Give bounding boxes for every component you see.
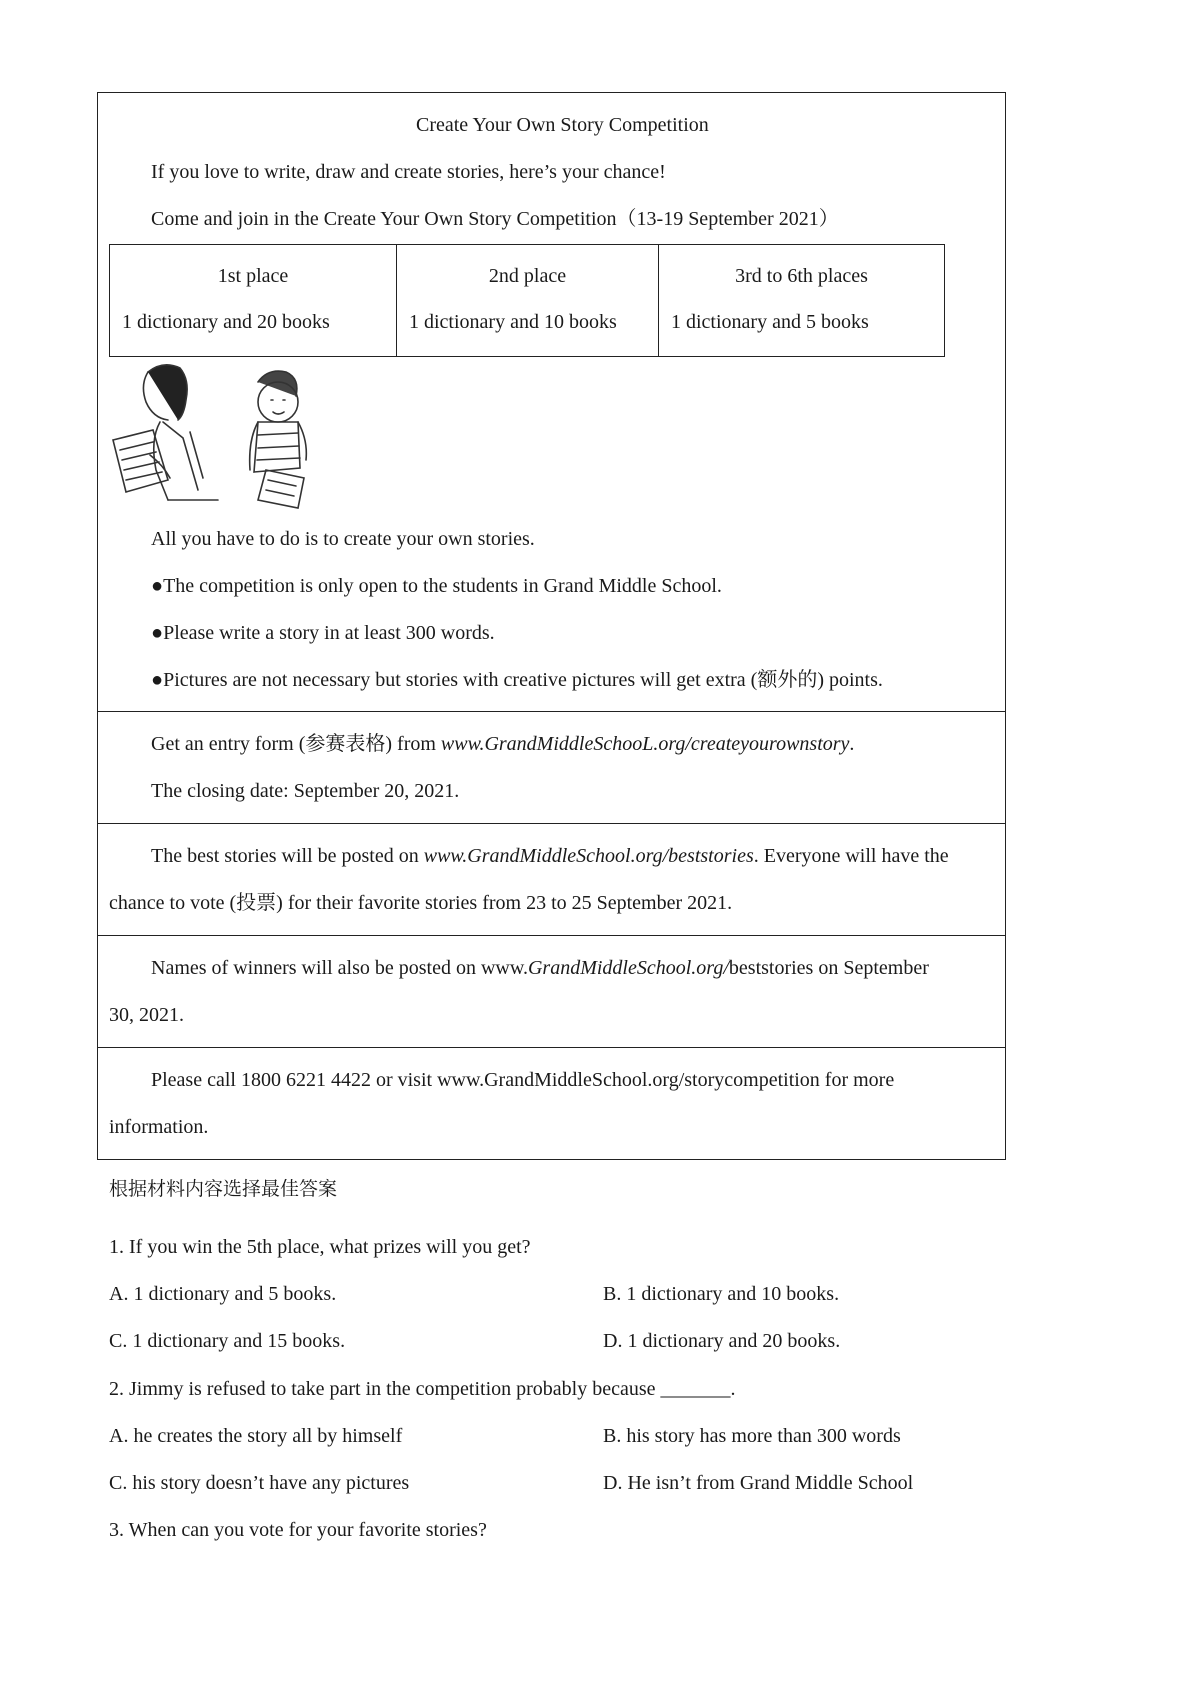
question-stem: 3. When can you vote for your favorite stories? — [109, 1519, 487, 1541]
section-divider — [97, 1047, 1006, 1048]
prize-cell — [397, 245, 659, 357]
prize-table — [109, 244, 945, 357]
entry-text: Get an entry form (参赛表格) from — [151, 733, 441, 755]
question-stem: 2. Jimmy is refused to take part in the competition probably because _______. — [109, 1378, 736, 1400]
answer-option[interactable]: B. his story has more than 300 words — [603, 1425, 901, 1447]
prize-description: 1 dictionary and 20 books — [122, 311, 330, 333]
intro-line-2: Come and join in the Create Your Own Story Competition（13-19 September 2021） — [151, 208, 839, 230]
closing-date: The closing date: September 20, 2021. — [151, 780, 460, 802]
winners-date: 30, 2021. — [109, 1004, 184, 1026]
winners-text: Names of winners will also be posted on www. — [151, 957, 528, 979]
best-suffix: . Everyone will have the — [753, 845, 949, 867]
section-divider — [97, 823, 1006, 824]
winners-suffix: beststories on September — [728, 957, 929, 979]
best-text: The best stories will be posted on — [151, 845, 424, 867]
answer-option[interactable]: D. 1 dictionary and 20 books. — [603, 1330, 841, 1352]
best-stories-line — [151, 844, 949, 868]
rule-item: ●The competition is only open to the students in Grand Middle School. — [151, 575, 722, 597]
students-writing-illustration — [108, 360, 338, 510]
rule-item: ●Please write a story in at least 300 words. — [151, 622, 495, 644]
best-url: www.GrandMiddleSchool.org/beststories — [423, 845, 754, 867]
section-divider — [97, 711, 1006, 712]
rules-intro: All you have to do is to create your own stories. — [151, 528, 535, 550]
entry-url: www.GrandMiddleSchooL.org/createyourownstory — [440, 733, 850, 755]
prize-description: 1 dictionary and 10 books — [409, 311, 617, 333]
entry-suffix: . — [849, 733, 855, 755]
prize-place: 1st place — [217, 265, 289, 287]
winners-url: GrandMiddleSchool.org/ — [527, 957, 729, 979]
prize-place: 3rd to 6th places — [735, 265, 868, 287]
entry-form-line — [151, 732, 854, 756]
answer-option[interactable]: A. 1 dictionary and 5 books. — [109, 1283, 337, 1305]
intro-line-1: If you love to write, draw and create stories, here’s your chance! — [151, 161, 666, 183]
answer-option[interactable]: A. he creates the story all by himself — [109, 1425, 403, 1447]
prize-place: 2nd place — [488, 265, 567, 287]
rule-item: ●Pictures are not necessary but stories with creative pictures will get extra (额外的) points. — [151, 669, 883, 691]
instructions: 根据材料内容选择最佳答案 — [109, 1178, 338, 1200]
question-stem: 1. If you win the 5th place, what prizes will you get? — [109, 1236, 531, 1258]
answer-option[interactable]: D. He isn’t from Grand Middle School — [603, 1472, 914, 1494]
vote-line: chance to vote (投票) for their favorite stories from 23 to 25 September 2021. — [109, 892, 733, 914]
prize-description: 1 dictionary and 5 books — [671, 311, 869, 333]
winners-line — [151, 956, 929, 980]
prize-cell — [110, 245, 397, 357]
answer-option[interactable]: B. 1 dictionary and 10 books. — [603, 1283, 840, 1305]
prize-cell — [659, 245, 945, 357]
notice-title: Create Your Own Story Competition — [416, 114, 709, 136]
contact-line-2: information. — [109, 1116, 209, 1138]
contact-line: Please call 1800 6221 4422 or visit www.GrandMiddleSchool.org/storycompetition for more — [151, 1069, 895, 1091]
answer-option[interactable]: C. his story doesn’t have any pictures — [109, 1472, 410, 1494]
section-divider — [97, 935, 1006, 936]
answer-option[interactable]: C. 1 dictionary and 15 books. — [109, 1330, 346, 1352]
